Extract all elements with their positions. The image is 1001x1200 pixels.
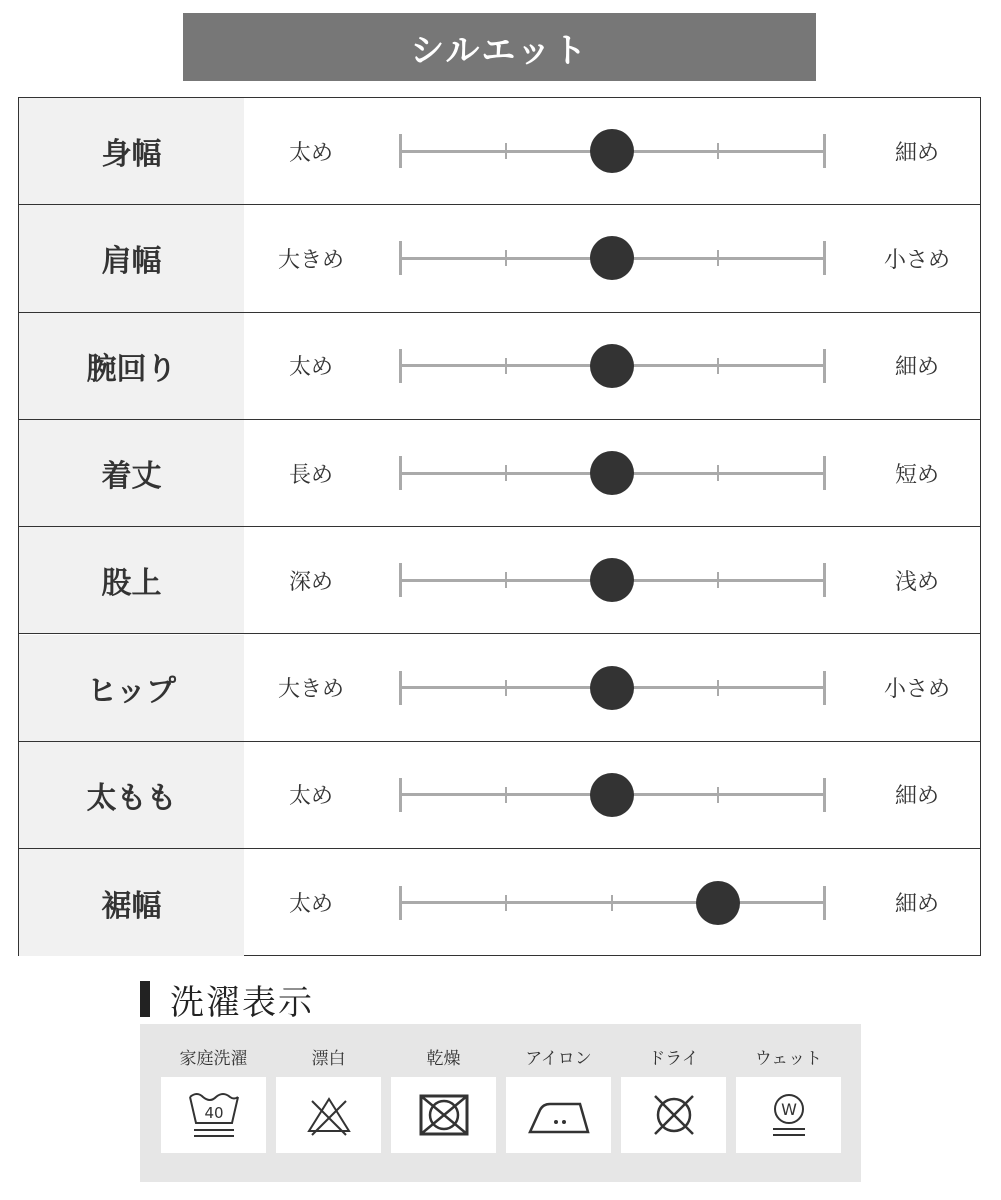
row-label: ヒップ — [19, 635, 244, 741]
scale-left-label: 太め — [288, 892, 333, 918]
silhouette-row — [19, 849, 980, 956]
scale-tick — [505, 358, 507, 374]
scale-tick — [611, 895, 613, 911]
wet-clean-symbol: W — [780, 1100, 797, 1119]
rating-scale — [400, 635, 824, 741]
scale-tick — [505, 465, 507, 481]
rating-scale — [400, 527, 824, 633]
care-item-iron — [506, 1024, 611, 1182]
scale-tick — [399, 241, 402, 275]
iron-medium-icon — [526, 1092, 592, 1138]
care-label: ドライ — [648, 1049, 699, 1069]
scale-tick — [399, 671, 402, 705]
scale-left-label: 深め — [288, 569, 333, 595]
care-item-dry — [391, 1024, 496, 1182]
scale-marker — [590, 129, 634, 173]
row-label: 股上 — [19, 527, 244, 633]
scale-tick — [717, 465, 719, 481]
scale-tick — [823, 778, 826, 812]
scale-tick — [505, 143, 507, 159]
scale-tick — [823, 456, 826, 490]
silhouette-row — [19, 313, 980, 420]
scale-right-label: 小さめ — [883, 247, 950, 273]
silhouette-row — [19, 205, 980, 312]
scale-right-label: 細め — [894, 140, 939, 166]
scale-tick — [717, 572, 719, 588]
scale-tick — [505, 250, 507, 266]
rating-scale — [400, 849, 824, 956]
scale-tick — [505, 787, 507, 803]
care-label: ウェット — [754, 1049, 823, 1069]
care-label: 家庭洗濯 — [179, 1049, 248, 1069]
scale-tick — [399, 134, 402, 168]
scale-tick — [399, 886, 402, 920]
scale-right-label: 細め — [894, 355, 939, 381]
row-label: 腕回り — [19, 313, 244, 419]
scale-left-label: 太め — [288, 784, 333, 810]
rating-scale — [400, 420, 824, 526]
scale-right-label: 細め — [894, 784, 939, 810]
care-item-wet-clean — [736, 1024, 841, 1182]
scale-marker — [696, 881, 740, 925]
scale-tick — [399, 778, 402, 812]
row-label: 裾幅 — [19, 849, 244, 956]
scale-tick — [399, 349, 402, 383]
care-label: 乾燥 — [426, 1049, 461, 1069]
care-item-dry-clean — [621, 1024, 726, 1182]
wash-40-icon — [184, 1087, 244, 1143]
scale-tick — [823, 241, 826, 275]
row-label: 着丈 — [19, 420, 244, 526]
silhouette-row — [19, 742, 980, 849]
scale-tick — [505, 572, 507, 588]
scale-left-label: 大きめ — [277, 677, 344, 703]
scale-right-label: 浅め — [894, 569, 939, 595]
scale-marker — [590, 558, 634, 602]
care-item-home-wash — [161, 1024, 266, 1182]
scale-left-label: 大きめ — [277, 247, 344, 273]
scale-marker — [590, 451, 634, 495]
care-symbols-panel — [140, 1024, 861, 1182]
scale-marker — [590, 236, 634, 280]
scale-right-label: 小さめ — [883, 677, 950, 703]
care-section-title: 洗濯表示 — [170, 982, 314, 1023]
scale-tick — [717, 143, 719, 159]
scale-marker — [590, 666, 634, 710]
rating-scale — [400, 205, 824, 311]
wet-clean-icon — [769, 1092, 809, 1138]
row-label: 身幅 — [19, 98, 244, 204]
silhouette-row — [19, 527, 980, 634]
scale-tick — [823, 134, 826, 168]
silhouette-table — [18, 97, 981, 956]
scale-marker — [590, 773, 634, 817]
no-tumble-dry-icon — [416, 1092, 472, 1138]
scale-tick — [505, 680, 507, 696]
rating-scale — [400, 313, 824, 419]
care-section-header — [140, 977, 314, 1021]
scale-tick — [717, 787, 719, 803]
scale-tick — [399, 456, 402, 490]
no-dry-clean-icon — [649, 1092, 699, 1138]
scale-tick — [823, 349, 826, 383]
silhouette-row — [19, 98, 980, 205]
scale-left-label: 太め — [288, 140, 333, 166]
scale-left-label: 太め — [288, 355, 333, 381]
silhouette-row — [19, 420, 980, 527]
scale-right-label: 短め — [894, 462, 939, 488]
rating-scale — [400, 98, 824, 204]
scale-tick — [717, 680, 719, 696]
scale-right-label: 細め — [894, 892, 939, 918]
silhouette-row — [19, 635, 980, 742]
scale-tick — [717, 250, 719, 266]
scale-tick — [717, 358, 719, 374]
scale-left-label: 長め — [288, 462, 333, 488]
scale-marker — [590, 344, 634, 388]
page-title: シルエット — [183, 13, 816, 81]
row-label: 肩幅 — [19, 205, 244, 311]
care-label: 漂白 — [311, 1049, 346, 1069]
scale-tick — [823, 563, 826, 597]
scale-tick — [823, 671, 826, 705]
heading-bar — [140, 981, 150, 1017]
row-label: 太もも — [19, 742, 244, 848]
no-bleach-icon — [304, 1093, 354, 1137]
care-label: アイロン — [525, 1049, 592, 1069]
wash-temp-label: 40 — [203, 1104, 224, 1122]
care-item-bleach — [276, 1024, 381, 1182]
scale-tick — [823, 886, 826, 920]
scale-tick — [399, 563, 402, 597]
rating-scale — [400, 742, 824, 848]
scale-tick — [505, 895, 507, 911]
